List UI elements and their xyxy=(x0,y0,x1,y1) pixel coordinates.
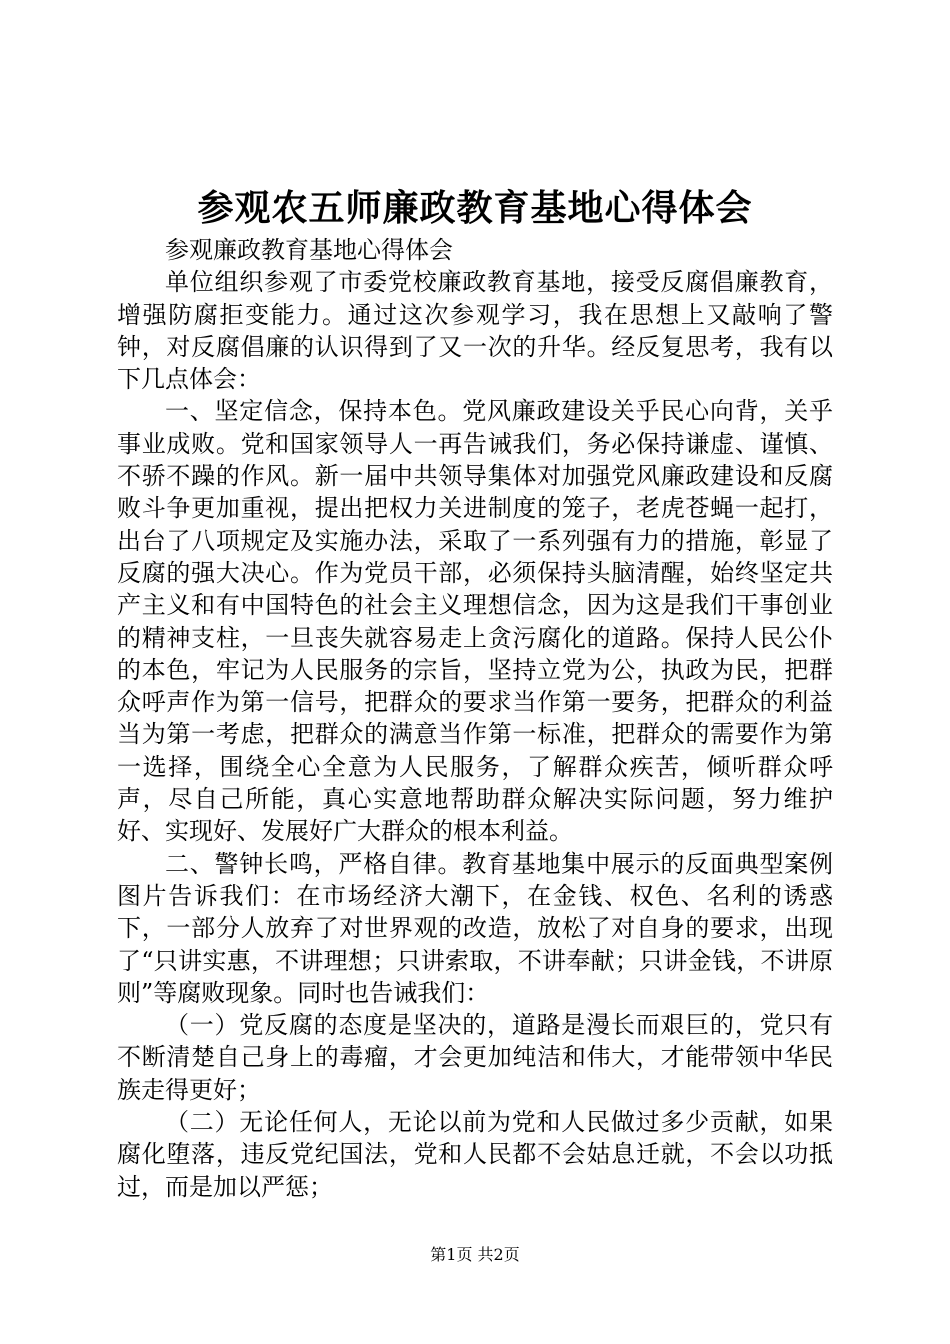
page-number-footer: 第1页 共2页 xyxy=(430,1245,520,1264)
document-title: 参观农五师廉政教育基地心得体会 xyxy=(197,187,753,229)
sub-point-one-paragraph: （一）党反腐的态度是坚决的，道路是漫长而艰巨的，党只有不断清楚自己身上的毒瘤，才会更加纯洁和伟大，才能带领中华民族走得更好； xyxy=(117,1011,833,1104)
intro-paragraph: 单位组织参观了市委党校廉政教育基地，接受反腐倡廉教育，增强防腐拒变能力。通过这次参观学习，我在思想上又敲响了警钟，对反腐倡廉的认识得到了又一次的升华。经反复思考，我有以下几点体会： xyxy=(117,268,833,394)
point-one-paragraph: 一、坚定信念，保持本色。党风廉政建设关乎民心向背，关乎事业成败。党和国家领导人一再告诫我们，务必保持谦虚、谨慎、不骄不躁的作风。新一届中共领导集体对加强党风廉政建设和反腐败斗争更加重视，提出把权力关进制度的笼子，老虎苍蝇一起打，出台了八项规定及实施办法，采取了一系列强有力的措施，彰显了反腐的强大决心。作为党员干部，必须保持头脑清醒，始终坚定共产主义和有中国特色的社会主义理想信念，因为这是我们干事创业的精神支柱，一旦丧失就容易走上贪污腐化的道路。保持人民公仆的本色，牢记为人民服务的宗旨，坚持立党为公，执政为民，把群众呼声作为第一信号，把群众的要求当作第一要务，把群众的利益当为第一考虑，把群众的满意当作第一标准，把群众的需要作为第一选择，围绕全心全意为人民服务，了解群众疾苦，倾听群众呼声，尽自己所能，真心实意地帮助群众解决实际问题，努力维护好、实现好、发展好广大群众的根本利益。 xyxy=(117,397,833,846)
point-two-paragraph: 二、警钟长鸣，严格自律。教育基地集中展示的反面典型案例图片告诉我们：在市场经济大潮下，在金钱、权色、名利的诱惑下，一部分人放弃了对世界观的改造，放松了对自身的要求，出现了“只讲实惠，不讲理想；只讲索取，不讲奉献；只讲金钱，不讲原则”等腐败现象。同时也告诫我们： xyxy=(117,849,833,1007)
subtitle-paragraph: 参观廉政教育基地心得体会 xyxy=(165,236,453,264)
document-body xyxy=(117,234,833,1203)
sub-point-two-paragraph: （二）无论任何人，无论以前为党和人民做过多少贡献，如果腐化堕落，违反党纪国法，党和人民都不会姑息迁就，不会以功抵过，而是加以严惩； xyxy=(117,1108,833,1201)
